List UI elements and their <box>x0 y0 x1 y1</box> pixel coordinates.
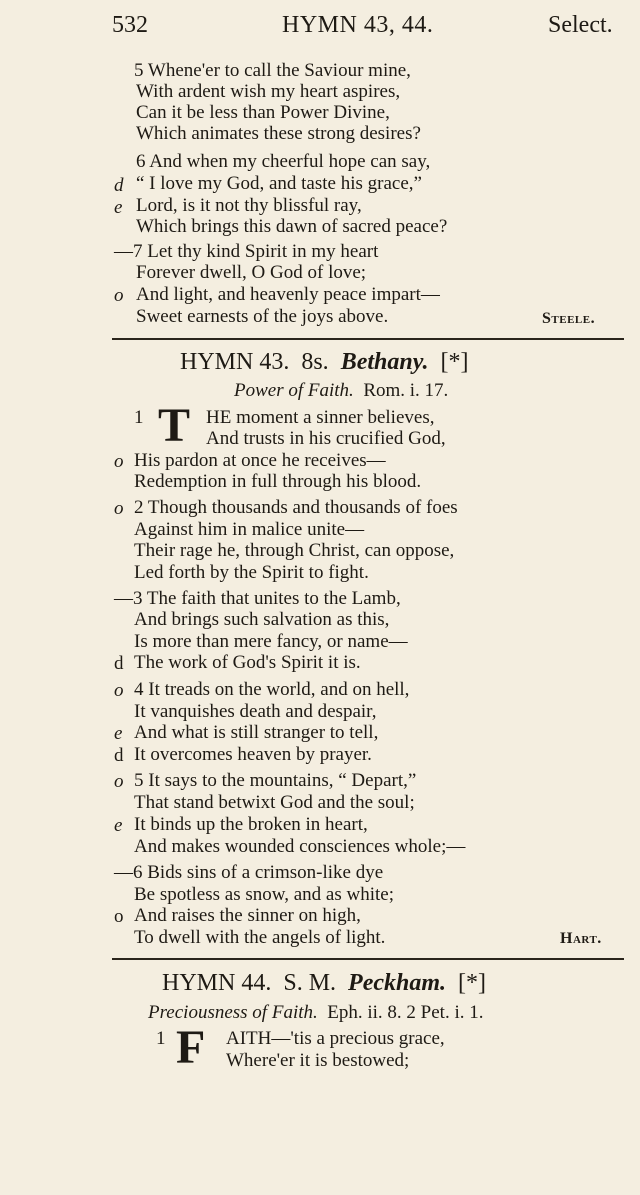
verse-line: Led forth by the Spirit to fight. <box>134 562 369 583</box>
running-title: HYMN 43, 44. <box>282 12 434 38</box>
verse-line: It vanquishes death and despair, <box>134 701 377 722</box>
verse-line: Where'er it is bestowed; <box>226 1050 410 1071</box>
verse-line: Sweet earnests of the joys above. <box>136 306 389 327</box>
drop-cap: F <box>176 1021 206 1074</box>
verse-line: And what is still stranger to tell, <box>134 722 379 743</box>
hymn-meter: S. M. <box>283 970 337 996</box>
verse-line: 5 Whene'er to call the Saviour mine, <box>134 60 411 81</box>
verse-line: Which animates these strong desires? <box>136 123 421 144</box>
verse-line: Forever dwell, O God of love; <box>136 262 367 283</box>
dynamic-mark: e <box>114 815 123 836</box>
dynamic-mark: e <box>114 197 123 218</box>
verse-line: Their rage he, through Christ, can oppose, <box>134 540 455 561</box>
verse-line: HE moment a sinner believes, <box>206 407 435 428</box>
verse-line: Redemption in full through his blood. <box>134 471 422 492</box>
section-label: Select. <box>548 12 613 38</box>
verse-line: And light, and heavenly peace impart— <box>136 284 440 305</box>
author-name: Steele. <box>542 310 596 327</box>
dynamic-mark: o <box>114 680 124 701</box>
dynamic-mark: o <box>114 285 124 306</box>
tune-name: Peckham. <box>348 970 447 996</box>
hymn-title <box>180 349 468 376</box>
verse-line: 6 And when my cheerful hope can say, <box>136 151 431 172</box>
hymn-number: HYMN 43. <box>180 349 290 375</box>
dynamic-mark: o <box>114 771 124 792</box>
hymn-title <box>162 970 486 997</box>
verse-line: Lord, is it not thy blissful ray, <box>136 195 362 216</box>
hymn-meter: 8s. <box>301 349 329 375</box>
verse-line: And makes wounded consciences whole;— <box>134 836 466 857</box>
author-name: Hart. <box>560 930 602 947</box>
scripture-reference: Eph. ii. 8. 2 Pet. i. 1. <box>327 1002 484 1023</box>
page-number: 532 <box>112 12 148 38</box>
verse-line: The work of God's Spirit it is. <box>134 652 361 673</box>
verse-line: It binds up the broken in heart, <box>134 814 368 835</box>
verse-line: AITH—'tis a precious grace, <box>226 1028 445 1049</box>
verse-line: Is more than mere fancy, or name— <box>134 631 408 652</box>
verse-line: “ I love my God, and taste his grace,” <box>136 173 422 194</box>
hymn-marker: [*] <box>440 349 469 375</box>
verse-line: Be spotless as snow, and as white; <box>134 884 394 905</box>
drop-cap: T <box>158 399 191 452</box>
dynamic-mark: o <box>114 498 124 519</box>
verse-line: And trusts in his crucified God, <box>206 428 446 449</box>
hymn-theme: Power of Faith. <box>234 380 354 401</box>
section-divider <box>112 958 624 960</box>
dynamic-mark: d <box>114 745 124 766</box>
hymn-theme: Preciousness of Faith. <box>148 1002 318 1023</box>
verse-line: —6 Bids sins of a crimson-like dye <box>114 862 384 883</box>
verse-line: Against him in malice unite— <box>134 519 365 540</box>
verse-line: That stand betwixt God and the soul; <box>134 792 415 813</box>
hymn-marker: [*] <box>458 970 486 996</box>
tune-name: Bethany. <box>340 349 429 375</box>
verse-line: And raises the sinner on high, <box>134 905 361 926</box>
dynamic-mark: d <box>114 175 124 196</box>
verse-number: 1 <box>156 1028 166 1049</box>
verse-line: 2 Though thousands and thousands of foes <box>134 497 458 518</box>
dynamic-mark: o <box>114 906 124 927</box>
verse-line: —7 Let thy kind Spirit in my heart <box>114 241 379 262</box>
verse-line: —3 The faith that unites to the Lamb, <box>114 588 401 609</box>
verse-line: With ardent wish my heart aspires, <box>136 81 401 102</box>
verse-line: Which brings this dawn of sacred peace? <box>136 216 448 237</box>
verse-number: 1 <box>134 407 144 428</box>
running-header <box>0 12 640 46</box>
hymn-subtitle <box>234 380 448 402</box>
verse-line: His pardon at once he receives— <box>134 450 386 471</box>
dynamic-mark: e <box>114 723 123 744</box>
dynamic-mark: o <box>114 451 124 472</box>
verse-line: And brings such salvation as this, <box>134 609 390 630</box>
hymn-number: HYMN 44. <box>162 970 272 996</box>
verse-line: 5 It says to the mountains, “ Depart,” <box>134 770 417 791</box>
dynamic-mark: d <box>114 653 124 674</box>
scripture-reference: Rom. i. 17. <box>363 380 449 401</box>
section-divider <box>112 338 624 340</box>
verse-line: Can it be less than Power Divine, <box>136 102 390 123</box>
verse-line: It overcomes heaven by prayer. <box>134 744 372 765</box>
verse-line: 4 It treads on the world, and on hell, <box>134 679 410 700</box>
verse-line: To dwell with the angels of light. <box>134 927 386 948</box>
